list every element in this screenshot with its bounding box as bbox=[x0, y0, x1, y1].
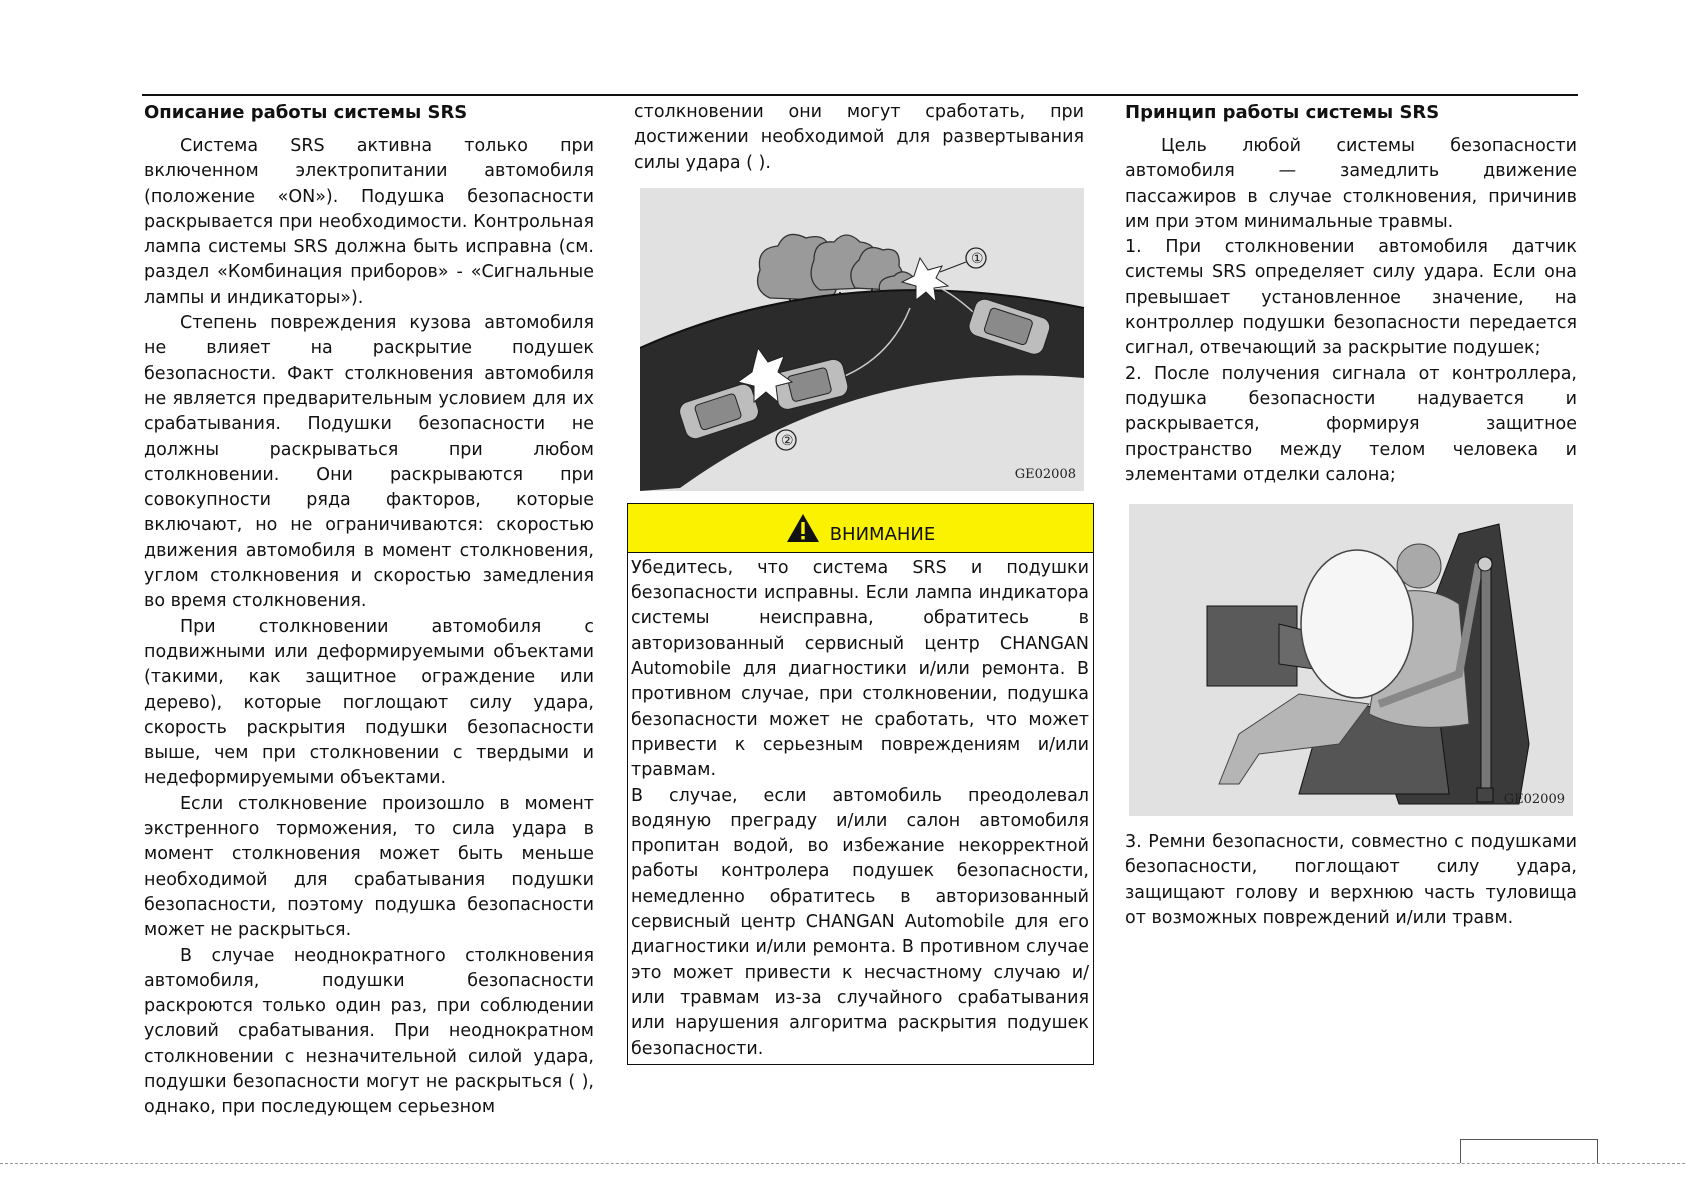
paragraph: Цель любой системы безопасности автомобиля — замедлить движение пассажиров в случае столкновения, причинив им при этом минимальные травмы. bbox=[1125, 136, 1577, 232]
paragraph: Если столкновение произошло в момент экстренного торможения, то сила удара в момент столкновения может быть меньше необходимой для срабатывания подушки безопасности, поэтому подушка безопасности может не раскрыться. bbox=[144, 793, 594, 941]
page-number-tab bbox=[1460, 1139, 1598, 1163]
heading-srs-principle: Принцип работы системы SRS bbox=[1125, 102, 1440, 123]
figure-code: GE02009 bbox=[1503, 791, 1565, 807]
column-description bbox=[144, 100, 594, 1121]
warning-body bbox=[628, 553, 1093, 1064]
marker-2: ② bbox=[781, 432, 794, 449]
paragraph: столкновении они могут сработать, при достижении необходимой для развертывания силы удара ( ). bbox=[634, 102, 1084, 173]
column-principle bbox=[1125, 100, 1577, 931]
footer-line bbox=[0, 1163, 1685, 1164]
list-item: 2. После получения сигнала от контроллера, подушка безопасности надувается и раскрывается, формируя защитное пространство между телом человека и элементами отделки салона; bbox=[1125, 363, 1577, 485]
warning-paragraph: Убедитесь, что система SRS и подушки безопасности исправны. Если лампа индикатора системы неисправна, обратитесь в авторизованный сервисный центр CHANGAN Automobile для диагностики и/или ремонта. В противном случае, при столкновении, подушка безопасности может не сработать, что может привести к серьезным повреждениям и/или травмам. bbox=[631, 557, 1089, 781]
warning-box bbox=[627, 503, 1094, 1065]
column-collision bbox=[631, 100, 1089, 1065]
warning-paragraph: В случае, если автомобиль преодолевал водяную преграду и/или салон автомобиля пропитан водой, во избежание некорректной работы контролера подушек безопасности, немедленно обратитесь в авторизованный сервисный центр CHANGAN Automobile для его диагностики и/или ремонта. В противном случае это может привести к несчастному случаю и/ или травмам из-за случайного срабатывания или нарушения алгоритма раскрытия подушек безопасности. bbox=[631, 785, 1089, 1059]
airbag-figure bbox=[1129, 504, 1573, 816]
figure-code: GE02008 bbox=[1014, 466, 1076, 482]
heading-srs-description: Описание работы системы SRS bbox=[144, 102, 468, 123]
list-item: 1. При столкновении автомобиля датчик системы SRS определяет силу удара. Если она превышает установленное значение, на контроллер подушки безопасности передается сигнал, отвечающий за раскрытие подушек; bbox=[1125, 237, 1577, 359]
paragraph: Степень повреждения кузова автомобиля не влияет на раскрытие подушек безопасности. Факт столкновения автомобиля не является предварительным условием для их срабатывания. Подушки безопасности не должны раскрываться при любом столкновении. Они раскрываются при совокупности ряда факторов, которые включают, но не ограничиваются: скоростью движения автомобиля в момент столкновения, углом столкновения и скоростью замедления во время столкновения. bbox=[144, 313, 594, 612]
warning-title: ВНИМАНИЕ bbox=[829, 523, 936, 545]
paragraph: Система SRS активна только при включенном электропитании автомобиля (положение «ON»). Подушка безопасности раскрывается при необходимости. Контрольная лампа системы SRS должна быть исправна (см. раздел «Комбинация приборов» - «Сигнальные лампы и индикаторы»). bbox=[144, 136, 594, 308]
paragraph: В случае неоднократного столкновения автомобиля, подушки безопасности раскроются только один раз, при соблюдении условий срабатывания. При неоднократном столкновении с незначительной силой удара, подушки безопасности могут не раскрыться ( ), однако, при последующем серьезном bbox=[144, 945, 594, 1118]
list-item: 3. Ремни безопасности, совместно с подушками безопасности, поглощают силу удара, защищают голову и верхнюю часть туловища от возможных повреждений и/или травм. bbox=[1125, 832, 1577, 929]
collision-illustration bbox=[640, 188, 1084, 491]
paragraph: При столкновении автомобиля с подвижными или деформируемыми объектами (такими, как защитное ограждение или дерево), которые поглощают силу удара, скорость раскрытия подушки безопасности выше, чем при столкновении с твердыми и недеформируемыми объектами. bbox=[144, 616, 594, 789]
collision-figure bbox=[640, 188, 1084, 491]
top-rule bbox=[142, 94, 1578, 96]
warning-triangle-icon bbox=[786, 513, 820, 543]
marker-1: ① bbox=[971, 250, 984, 267]
warning-header bbox=[628, 504, 1093, 553]
airbag-illustration bbox=[1129, 504, 1573, 816]
